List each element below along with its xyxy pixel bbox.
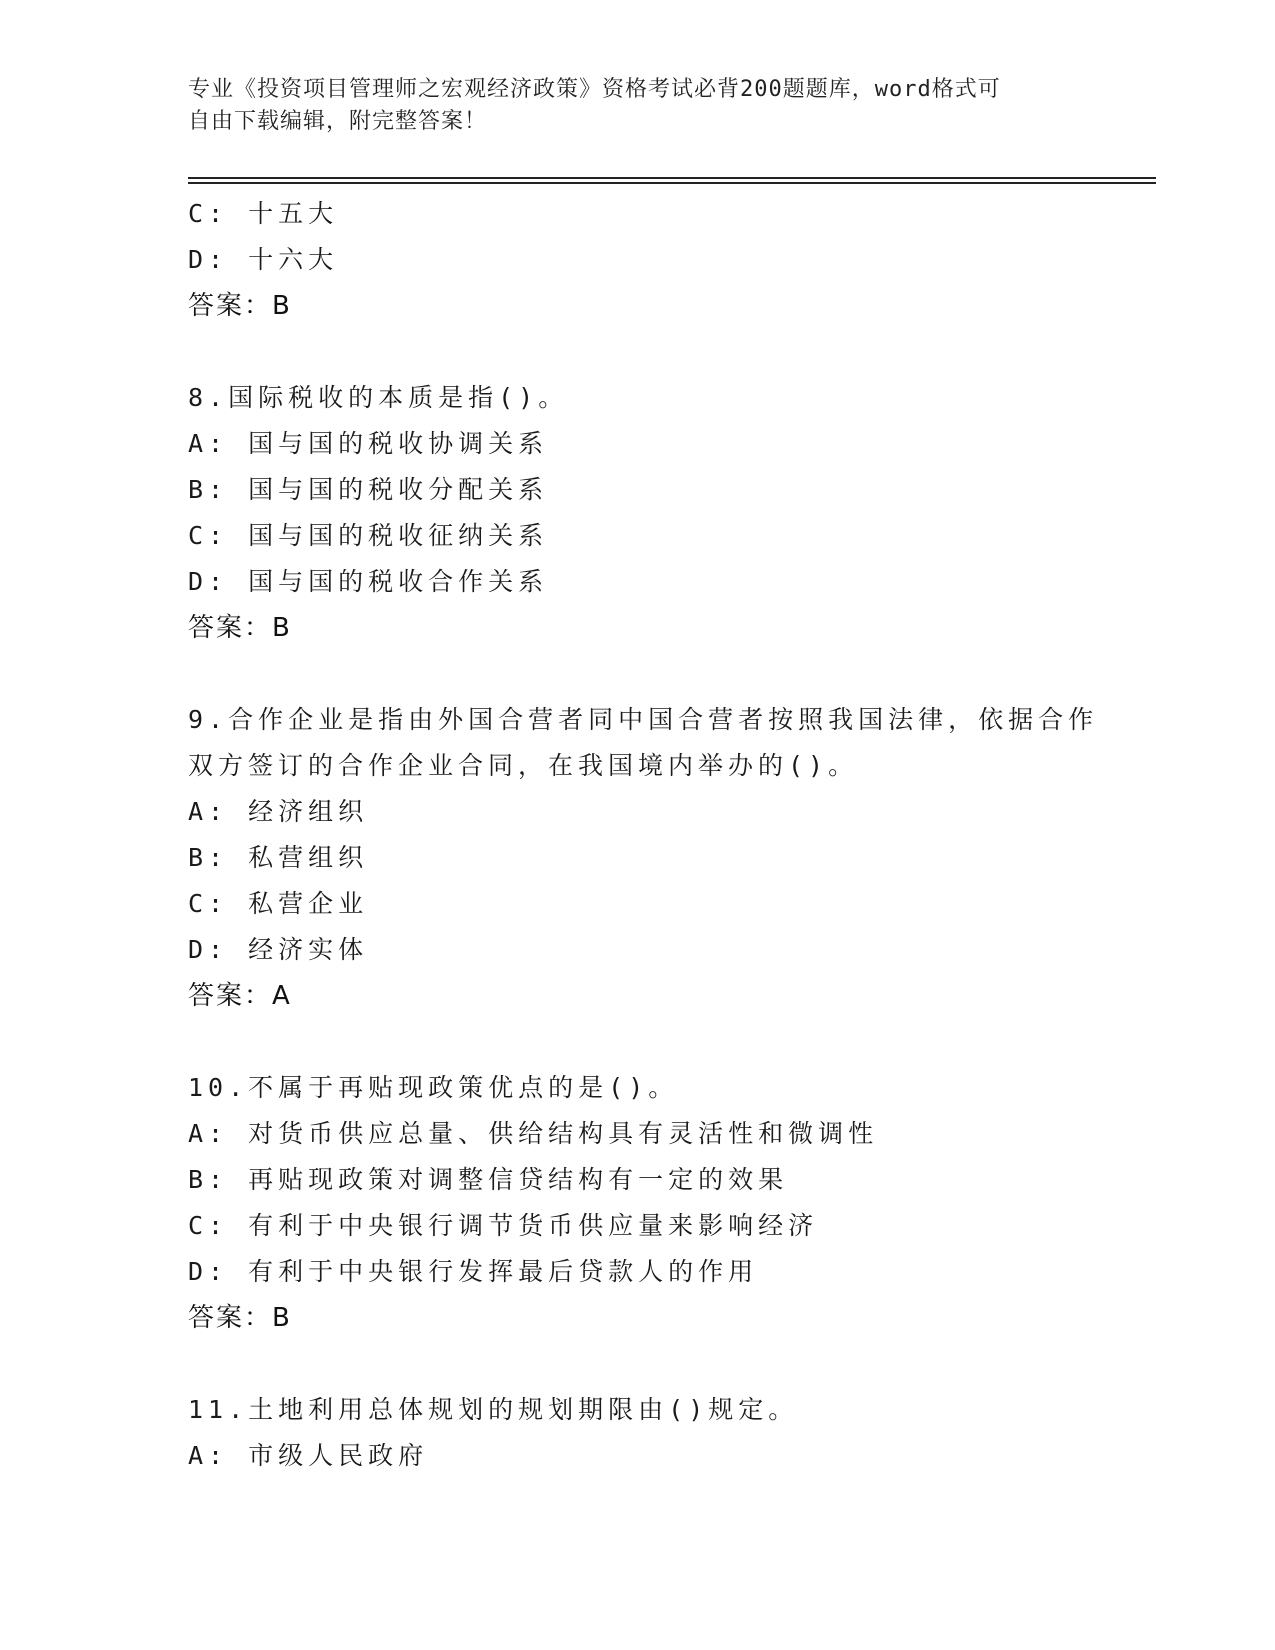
option-d: D: 有利于中央银行发挥最后贷款人的作用 bbox=[188, 1257, 759, 1286]
spacer bbox=[188, 1019, 1108, 1065]
option-c: C: 有利于中央银行调节货币供应量来影响经济 bbox=[188, 1211, 819, 1240]
question-block-10 bbox=[188, 1065, 1108, 1341]
question-text-line-2: 双方签订的合作企业合同，在我国境内举办的()。 bbox=[188, 751, 859, 780]
header-rule-bottom bbox=[188, 182, 1156, 184]
header-title-line-1: 专业《投资项目管理师之宏观经济政策》资格考试必背200题题库，word格式可 bbox=[188, 77, 1001, 102]
option-d: D: 十六大 bbox=[188, 245, 339, 274]
option-a: A: 经济组织 bbox=[188, 797, 369, 826]
question-block-8 bbox=[188, 375, 1108, 651]
option-b: B: 国与国的税收分配关系 bbox=[188, 475, 549, 504]
question-text: 8.国际税收的本质是指()。 bbox=[188, 383, 569, 412]
answer-text: 答案：A bbox=[188, 981, 292, 1011]
option-a: A: 国与国的税收协调关系 bbox=[188, 429, 549, 458]
question-block-7 bbox=[188, 191, 1108, 329]
answer-text: 答案：B bbox=[188, 613, 292, 643]
question-block-11 bbox=[188, 1387, 1108, 1479]
option-a: A: 对货币供应总量、供给结构具有灵活性和微调性 bbox=[188, 1119, 879, 1148]
option-c: C: 十五大 bbox=[188, 199, 339, 228]
answer-text: 答案：B bbox=[188, 1303, 292, 1333]
question-text: 10.不属于再贴现政策优点的是()。 bbox=[188, 1073, 679, 1102]
document-header bbox=[188, 74, 1088, 138]
option-c: C: 私营企业 bbox=[188, 889, 369, 918]
option-b: B: 再贴现政策对调整信贷结构有一定的效果 bbox=[188, 1165, 789, 1194]
option-c: C: 国与国的税收征纳关系 bbox=[188, 521, 549, 550]
option-d: D: 国与国的税收合作关系 bbox=[188, 567, 549, 596]
question-block-9 bbox=[188, 697, 1108, 1019]
option-d: D: 经济实体 bbox=[188, 935, 369, 964]
header-rule-top bbox=[188, 177, 1156, 179]
header-title-line-2: 自由下载编辑，附完整答案！ bbox=[188, 109, 488, 134]
option-a: A: 市级人民政府 bbox=[188, 1441, 429, 1470]
spacer bbox=[188, 329, 1108, 375]
question-text-line-1: 9.合作企业是指由外国合营者同中国合营者按照我国法律，依据合作 bbox=[188, 705, 1099, 734]
spacer bbox=[188, 1341, 1108, 1387]
question-list bbox=[188, 191, 1108, 1479]
option-b: B: 私营组织 bbox=[188, 843, 369, 872]
question-text: 11.土地利用总体规划的规划期限由()规定。 bbox=[188, 1395, 799, 1424]
spacer bbox=[188, 651, 1108, 697]
answer-text: 答案：B bbox=[188, 291, 292, 321]
